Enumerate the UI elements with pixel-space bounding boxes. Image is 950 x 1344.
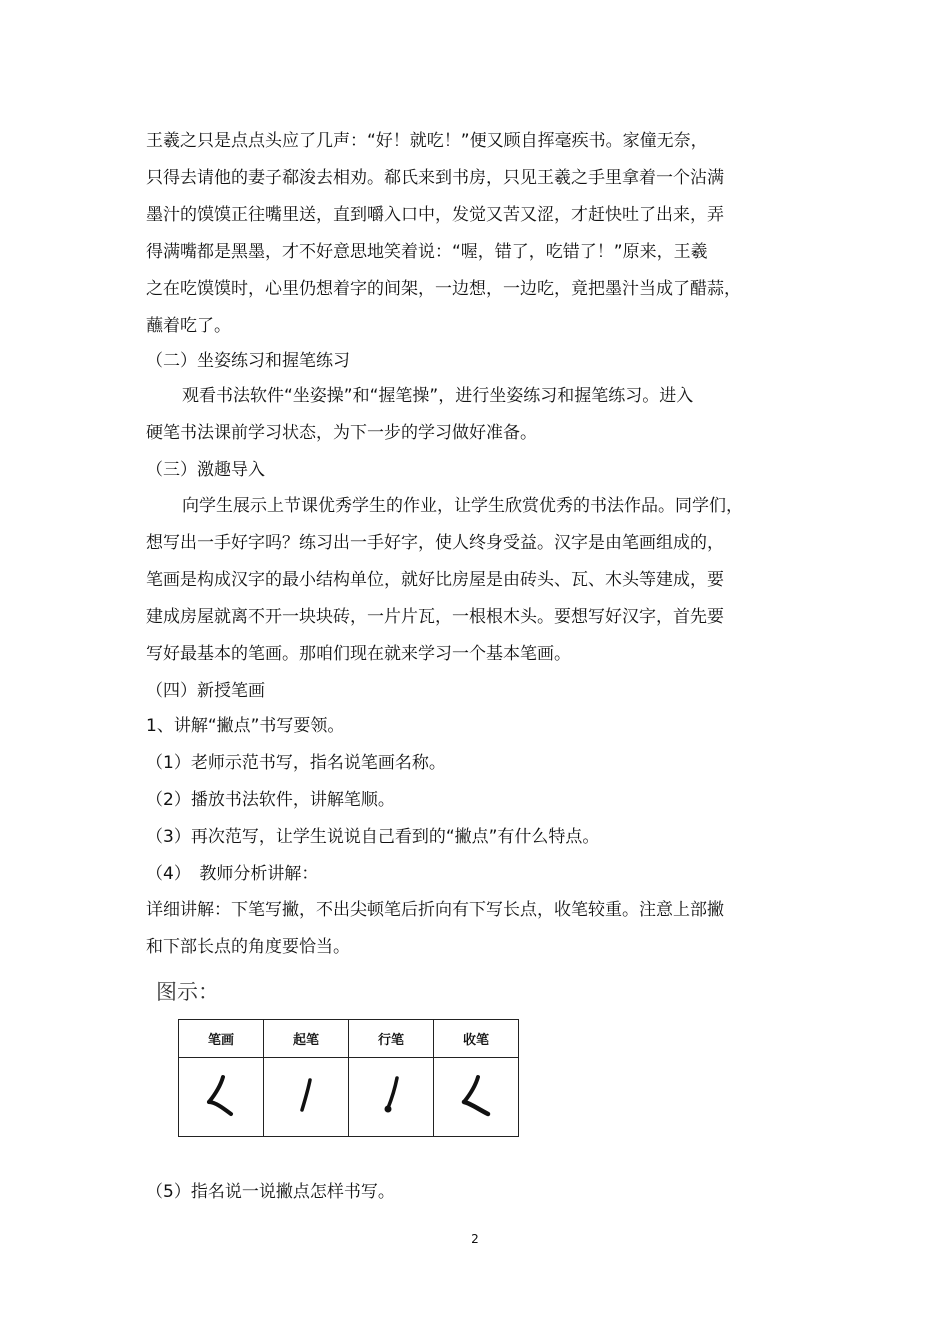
paragraph-line: 笔画是构成汉字的最小结构单位，就好比房屋是由砖头、瓦、木头等建成，要	[146, 570, 724, 590]
paragraph-line: 详细讲解：下笔写撇，不出尖顿笔后折向有下写长点，收笔较重。注意上部撇	[146, 900, 724, 920]
table-header-cell: 行笔	[349, 1020, 434, 1058]
paragraph-line: 和下部长点的角度要恰当。	[146, 937, 350, 957]
table-row	[179, 1058, 519, 1137]
page-number: 2	[471, 1232, 479, 1246]
stroke-image-cell	[264, 1058, 349, 1137]
stroke-table	[178, 1019, 519, 1137]
paragraph-line: 王羲之只是点点头应了几声：“好！就吃！”便又顾自挥毫疾书。家僮无奈，	[146, 131, 708, 151]
paragraph-line: 墨汁的馍馍正往嘴里送，直到嚼入口中，发觉又苦又涩，才赶快吐了出来，弄	[146, 205, 724, 225]
paragraph-line: 观看书法软件“坐姿操”和“握笔操”，进行坐姿练习和握笔练习。进入	[182, 386, 694, 406]
end-stroke-icon	[456, 1072, 496, 1118]
section-heading: （四）新授笔画	[146, 681, 265, 701]
table-header-cell: 收笔	[434, 1020, 519, 1058]
move-stroke-icon	[371, 1072, 411, 1118]
section-heading: （二）坐姿练习和握笔练习	[146, 351, 350, 371]
list-item: （1）老师示范书写，指名说笔画名称。	[146, 753, 446, 773]
stroke-image-cell	[434, 1058, 519, 1137]
start-stroke-icon	[286, 1072, 326, 1118]
paragraph-line: 建成房屋就离不开一块块砖，一片片瓦，一根根木头。要想写好汉字，首先要	[146, 607, 724, 627]
paragraph-line: 向学生展示上节课优秀学生的作业，让学生欣赏优秀的书法作品。同学们，	[182, 496, 743, 516]
pie-dian-stroke-icon	[201, 1072, 241, 1118]
list-item: （2）播放书法软件，讲解笔顺。	[146, 790, 395, 810]
section-heading: （三）激趣导入	[146, 460, 265, 480]
list-item: （4） 教师分析讲解：	[146, 864, 319, 884]
paragraph-line: 只得去请他的妻子郗浚去相劝。郗氏来到书房，只见王羲之手里拿着一个沾满	[146, 168, 724, 188]
paragraph-line: 写好最基本的笔画。那咱们现在就来学习一个基本笔画。	[146, 644, 571, 664]
stroke-image-cell	[179, 1058, 264, 1137]
figure-caption: 图示：	[156, 980, 219, 1004]
list-item: 1、讲解“撇点”书写要领。	[146, 716, 345, 736]
paragraph-line: 想写出一手好字吗？练习出一手好字，使人终身受益。汉字是由笔画组成的，	[146, 533, 724, 553]
table-header-row	[179, 1020, 519, 1058]
list-item: （5）指名说一说撇点怎样书写。	[146, 1182, 395, 1202]
paragraph-line: 得满嘴都是黑墨，才不好意思地笑着说：“喔，错了，吃错了！”原来，王羲	[146, 242, 708, 262]
list-item: （3）再次范写，让学生说说自己看到的“撇点”有什么特点。	[146, 827, 600, 847]
table-header-cell: 起笔	[264, 1020, 349, 1058]
paragraph-line: 蘸着吃了。	[146, 316, 231, 336]
table-header-cell: 笔画	[179, 1020, 264, 1058]
stroke-image-cell	[349, 1058, 434, 1137]
paragraph-line: 硬笔书法课前学习状态，为下一步的学习做好准备。	[146, 423, 537, 443]
paragraph-line: 之在吃馍馍时，心里仍想着字的间架，一边想，一边吃，竟把墨汁当成了醋蒜，	[146, 279, 741, 299]
